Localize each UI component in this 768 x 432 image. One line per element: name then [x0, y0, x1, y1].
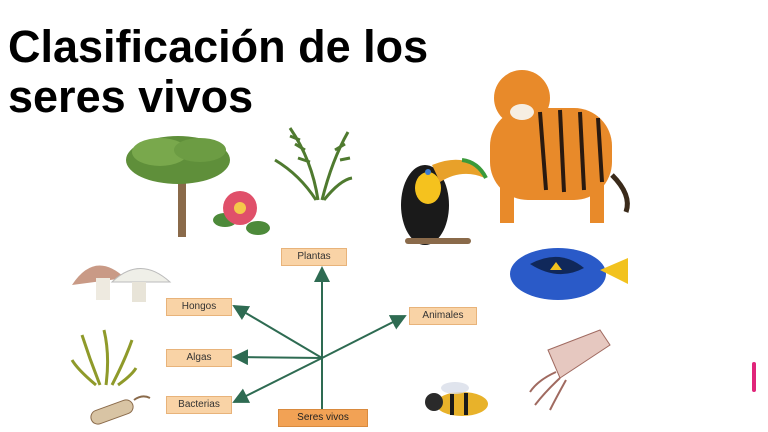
edge-marker [752, 362, 756, 392]
connector-algas [234, 357, 322, 358]
connector-hongos [234, 306, 322, 358]
flower-illustration [213, 191, 270, 235]
title-line-2: seres vivos [8, 71, 254, 122]
mushroom-illustration [72, 266, 170, 302]
title-line-1: Clasificación de los [8, 21, 429, 72]
fish-illustration [510, 248, 628, 300]
bee-illustration [425, 382, 488, 416]
fern-illustration [275, 128, 352, 200]
box-algas: Algas [166, 349, 232, 367]
connector-animales [322, 316, 405, 358]
box-animales: Animales [409, 307, 477, 325]
bacteria-illustration [89, 396, 150, 426]
box-seres-vivos: Seres vivos [278, 409, 368, 427]
box-plantas: Plantas [281, 248, 347, 266]
connector-lines [234, 268, 405, 410]
box-hongos: Hongos [166, 298, 232, 316]
squid-illustration [530, 330, 610, 410]
box-bacterias: Bacterias [166, 396, 232, 414]
connector-bacterias [234, 358, 322, 402]
toucan-illustration [401, 160, 486, 245]
tiger-illustration [490, 70, 627, 223]
page-title [8, 22, 428, 122]
algae-illustration [72, 330, 136, 385]
